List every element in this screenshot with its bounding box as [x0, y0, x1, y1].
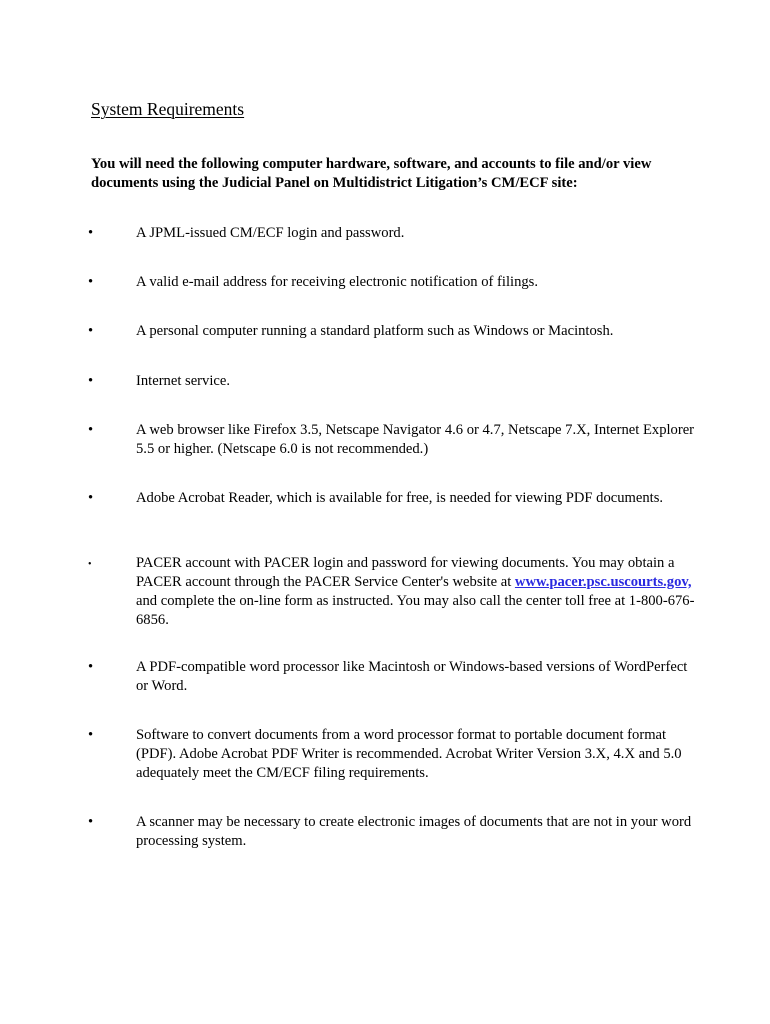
list-item-text: A PDF-compatible word processor like Macintosh or Windows-based versions of WordPerfect or Word. — [136, 659, 688, 694]
bullet-icon: • — [88, 559, 92, 570]
pacer-text-after: and complete the on-line form as instructed. You may also call the center toll free at 1-800-676-6856. — [136, 593, 695, 628]
bullet-icon: • — [88, 659, 94, 675]
list-item-text: A JPML-issued CM/ECF login and password. — [136, 225, 405, 241]
intro-paragraph: You will need the following computer hardware, software, and accounts to file and/or view documents using the Judicial Panel on Multidistrict Litigation’s CM/ECF site: — [91, 156, 652, 191]
list-item-text: Adobe Acrobat Reader, which is available for free, is needed for viewing PDF documents. — [136, 490, 664, 506]
pacer-website-link[interactable]: www.pacer.psc.uscourts.gov, — [514, 574, 692, 590]
bullet-icon: • — [88, 814, 94, 830]
pacer-text-before: PACER account with PACER login and password for viewing documents. You may obtain a PACER account through the PACER Service Center's website at — [136, 555, 675, 590]
page-title: System Requirements — [91, 99, 245, 119]
list-item-text: A valid e-mail address for receiving electronic notification of filings. — [136, 274, 539, 290]
bullet-icon: • — [88, 274, 94, 290]
list-item-text — [136, 554, 696, 630]
list-item-text: Internet service. — [136, 373, 230, 389]
bullet-icon: • — [88, 422, 94, 438]
list-item-text: A web browser like Firefox 3.5, Netscape Navigator 4.6 or 4.7, Netscape 7.X, Internet Explorer 5.5 or higher. (Netscape 6.0 is not recommended.) — [136, 422, 695, 457]
bullet-icon: • — [88, 323, 94, 339]
bullet-icon: • — [88, 727, 94, 743]
bullet-icon: • — [88, 225, 94, 241]
list-item-text: Software to convert documents from a word processor format to portable document format (PDF). Adobe Acrobat PDF Writer is recommended. Acrobat Writer Version 3.X, 4.X and 5.0 adequately meet the CM/ECF filing requirements. — [136, 727, 682, 781]
bullet-icon: • — [88, 490, 94, 506]
bullet-icon: • — [88, 373, 94, 389]
list-item-text: A scanner may be necessary to create electronic images of documents that are not in your word processing system. — [136, 814, 692, 849]
list-item-text: A personal computer running a standard platform such as Windows or Macintosh. — [136, 323, 614, 339]
